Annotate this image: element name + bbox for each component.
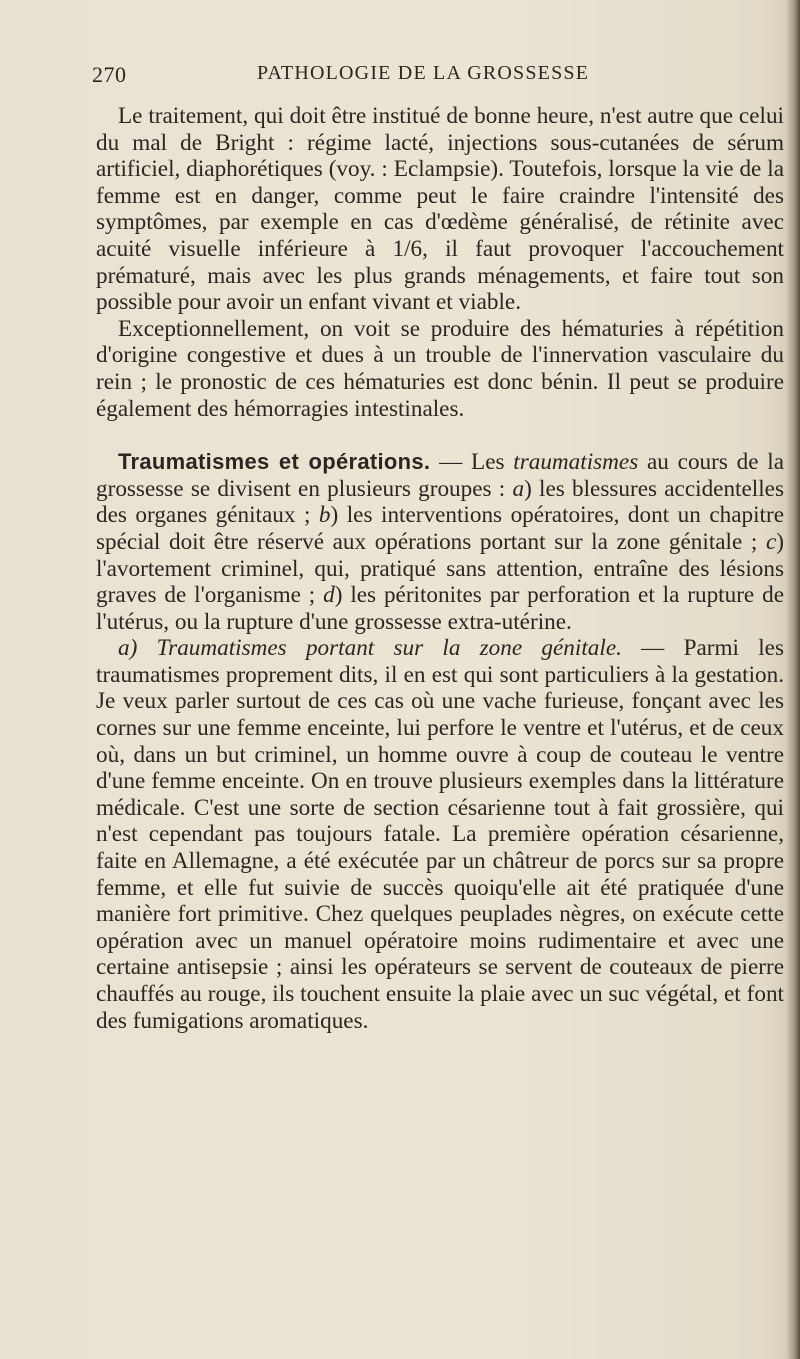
enum-letter: a bbox=[512, 475, 525, 502]
text-run: au cours de la grossesse se divisent en plusieurs groupes : bbox=[96, 449, 785, 502]
running-title: PATHOLOGIE DE LA GROSSESSE bbox=[257, 62, 590, 84]
paragraph-traumatismes bbox=[96, 449, 784, 635]
italic-run: traumatismes bbox=[513, 449, 639, 476]
page-edge-shadow bbox=[786, 0, 800, 1359]
body-text bbox=[96, 103, 784, 1034]
text-run: ) les péritonites par perforation et la rupture de l'utérus, ou la rupture d'une grossesse extra-utérine. bbox=[96, 582, 784, 635]
paragraph-zone-genitale bbox=[96, 635, 784, 1034]
text-run: ) les blessures accidentelles des organes génitaux ; bbox=[96, 475, 784, 529]
text-run: — Parmi les traumatismes proprement dits, il en est qui sont particuliers à la gestation. Je veux parler surtout de ces cas où une vache furieuse, fonçant avec les cornes sur une femme enceinte, lui perfore le ventre et l'utérus, et de ceux où, dans un but criminel, un homme ouvre à coup de couteau le ventre d'une femme enceinte. On en trouve plusieurs exemples dans la littérature médicale. C'est une sorte de section césarienne tout à fait grossière, qui n'est cependant pas toujours fatale. La première opération césarienne, faite en Allemagne, a été exécutée par un châtreur de porcs sur sa propre femme, et elle fut suivie de succès quoiqu'elle ait été pratiquée d'une manière fort primitive. Chez quelques peuplades nègres, on exécute cette opération avec un manuel opératoire moins rudimentaire et avec une certaine antisepsie ; ainsi les opérateurs se servent de couteaux de pierre chauffés au rouge, ils touchent ensuite la plaie avec un suc végétal, et font des fumigations aromatiques. bbox=[96, 635, 784, 1034]
text-run: ) l'avortement criminel, qui, pratiqué sans attention, entraîne des lésions graves de l'organisme ; bbox=[96, 528, 784, 609]
paragraph-treatment: Le traitement, qui doit être institué de bonne heure, n'est autre que celui du mal de Bright : régime lacté, injections sous-cutanées de sérum artificiel, diaphorétiques (voy. : Eclampsie). Toutefois, lorsque la vie de la femme est en danger, comme peut le faire craindre l'intensité des symptômes, par exemple en cas d'œdème généralisé, de rétinite avec acuité visuelle inférieure à 1/6, il faut provoquer l'accouchement prématuré, mais avec les plus grands ménagements, et faire tout son possible pour avoir un enfant vivant et viable. bbox=[96, 103, 784, 316]
enum-letter: b bbox=[318, 502, 331, 529]
paragraph-hematuria: Exceptionnellement, on voit se produire des hématuries à répétition d'origine congestive et dues à un trouble de l'innervation vasculaire du rein ; le pronostic de ces hématuries est donc bénin. Il peut se produire également des hémorragies intestinales. bbox=[96, 315, 784, 422]
subsection-title: ) Traumatismes portant sur la zone génitale. bbox=[129, 635, 622, 662]
enum-letter: a bbox=[118, 635, 130, 662]
section-title: Traumatismes et opérations. bbox=[118, 449, 431, 475]
text-run: ) les interventions opératoires, dont un chapitre spécial doit être réservé aux opérations portant sur la zone génitale ; bbox=[96, 502, 784, 555]
text-run: — Les bbox=[430, 449, 514, 476]
enum-letter: c bbox=[765, 528, 777, 555]
page-number: 270 bbox=[92, 62, 127, 87]
page-header bbox=[92, 62, 692, 92]
enum-letter: d bbox=[323, 582, 335, 609]
